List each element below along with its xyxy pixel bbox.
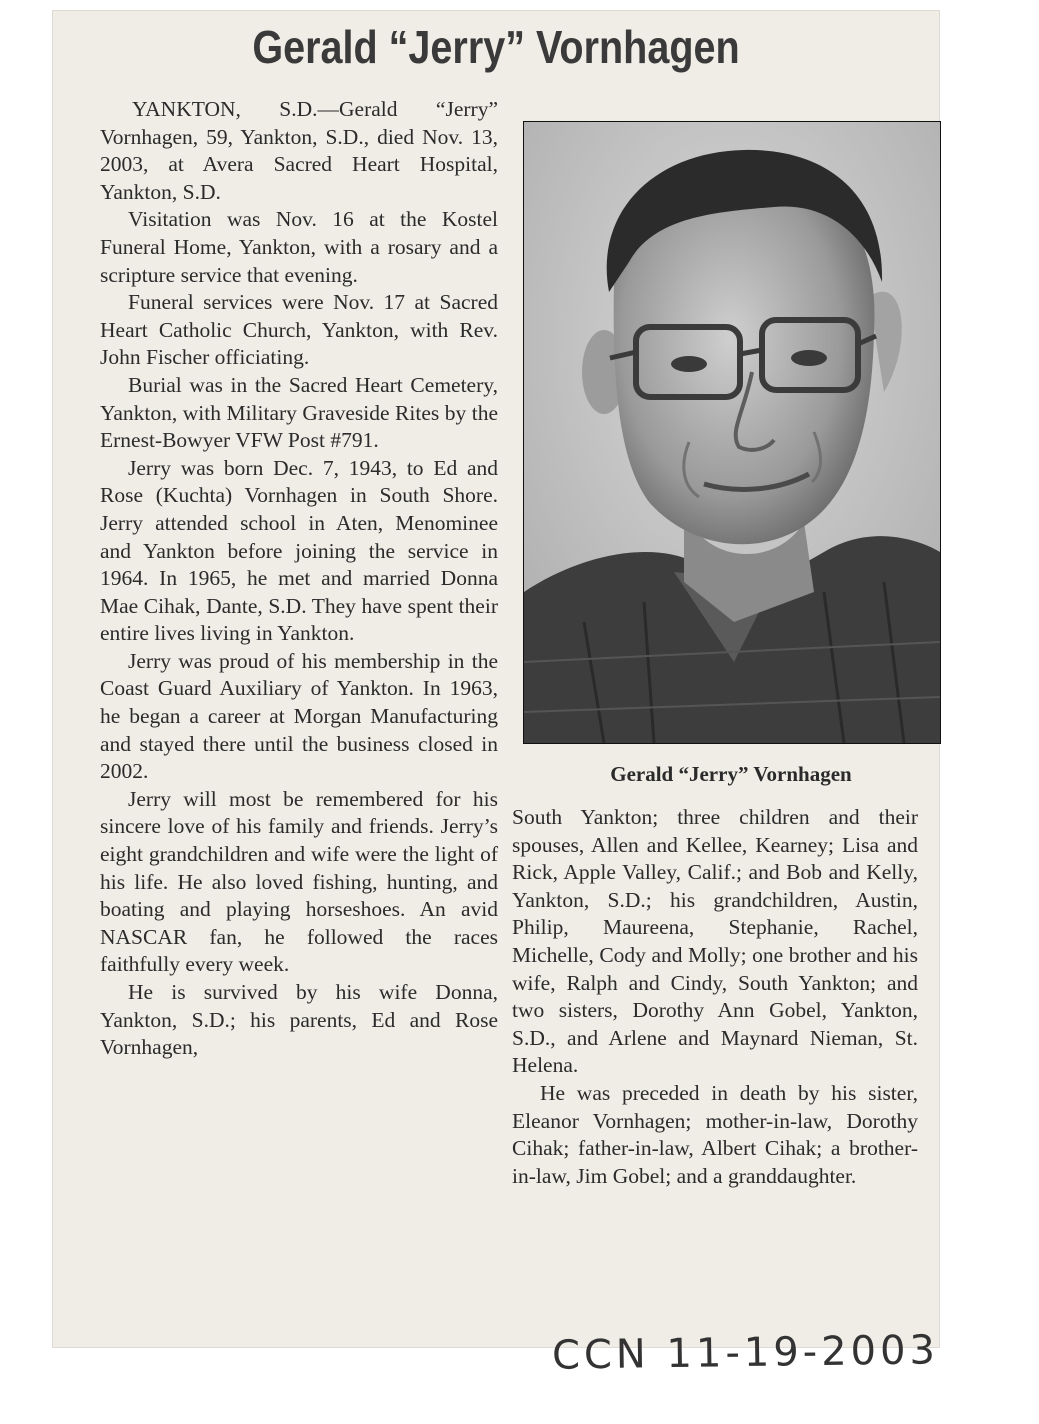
- paragraph-preceded: He was preceded in death by his sister, Eleanor Vornhagen; mother-in-law, Dorothy Cihak; father-in-law, Albert Cihak; a brother-in-law, Jim Gobel; and a granddaughter.: [512, 1080, 918, 1188]
- paragraph-career: Jerry was proud of his membership in the Coast Guard Auxiliary of Yankton. In 1963, he began a career at Morgan Manufacturing and stayed there until the business closed in 2002.: [100, 648, 498, 784]
- paragraph-remembered: Jerry will most be remembered for his sincere love of his family and friends. Jerry’s eight grandchildren and wife were the light of his life. He also loved fishing, hunting, and boating and playing horseshoes. An avid NASCAR fan, he followed the races faithfully every week.: [100, 786, 498, 977]
- handwritten-date-note: CCN 11-19-2003: [551, 1327, 940, 1379]
- photo-caption: Gerald “Jerry” Vornhagen: [610, 762, 852, 786]
- paragraph-visitation: Visitation was Nov. 16 at the Kostel Funeral Home, Yankton, with a rosary and a scripture service that evening.: [100, 207, 498, 287]
- paragraph-intro: YANKTON, S.D.—Gerald “Jerry” Vornhagen, 59, Yankton, S.D., died Nov. 13, 2003, at Avera Sacred Heart Hospital, Yankton, S.D.: [100, 97, 498, 204]
- paragraph-burial: Burial was in the Sacred Heart Cemetery, Yankton, with Military Graveside Rites by the Ernest-Bowyer VFW Post #791.: [100, 372, 498, 453]
- paragraph-funeral: Funeral services were Nov. 17 at Sacred Heart Catholic Church, Yankton, with Rev. John Fischer officiating.: [100, 290, 498, 370]
- left-column: [100, 96, 498, 1062]
- paragraph-survived: He is survived by his wife Donna, Yankton, S.D.; his parents, Ed and Rose Vornhagen,: [100, 980, 498, 1060]
- right-column: [512, 804, 918, 1190]
- obituary-headline: Gerald “Jerry” Vornhagen: [252, 21, 740, 73]
- paragraph-survivors-continued: South Yankton; three children and their spouses, Allen and Kellee, Kearney; Lisa and Rick, Apple Valley, Calif.; and Bob and Kelly, Yankton, S.D.; his grandchildren, Austin, Philip, Maureena, Stephanie, Rachel, Michelle, Cody and Molly; one brother and his wife, Ralph and Cindy, South Yankton; and two sisters, Dorothy Ann Gobel, Yankton, S.D., and Arlene and Maynard Nieman, St. Helena.: [512, 805, 918, 1078]
- paragraph-birth: Jerry was born Dec. 7, 1943, to Ed and Rose (Kuchta) Vornhagen in South Shore. Jerry attended school in Aten, Menominee and Yankton before joining the service in 1964. In 1965, he met and married Donna Mae Cihak, Dante, S.D. They have spent their entire lives living in Yankton.: [100, 455, 498, 646]
- portrait-photo: [523, 121, 941, 744]
